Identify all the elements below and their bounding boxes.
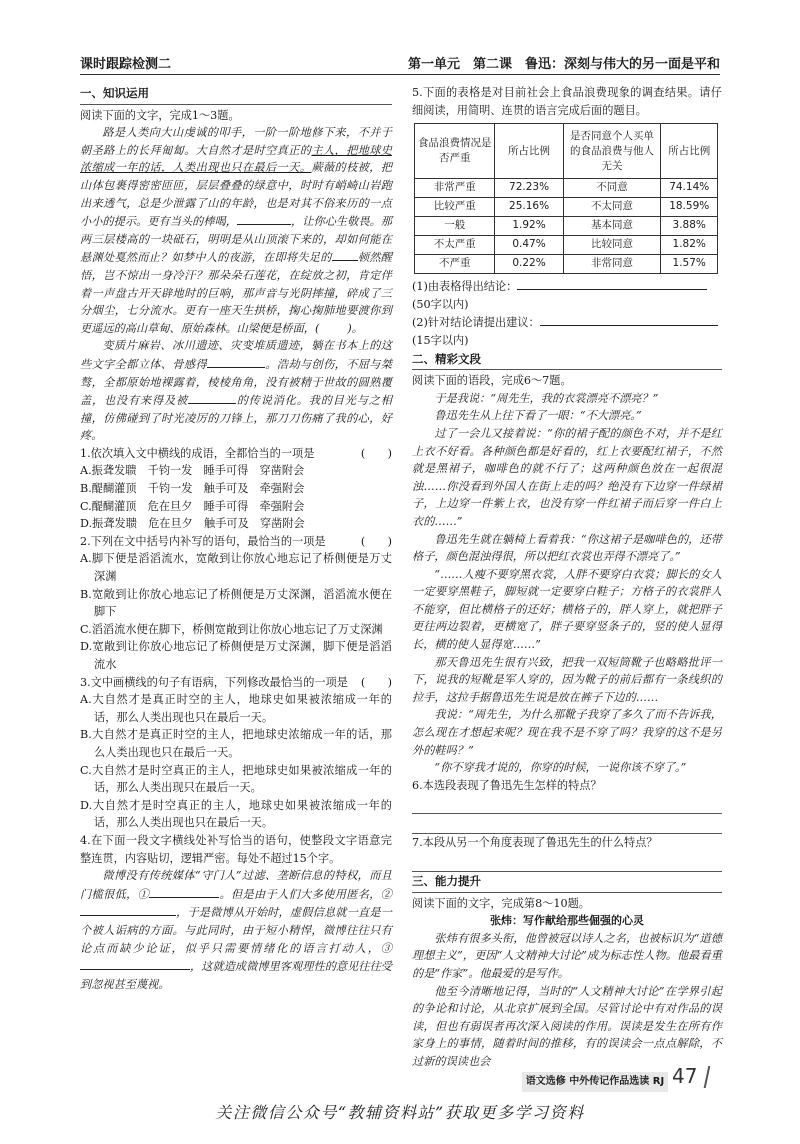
- p1-text-d: 顿然醒悟，岂不惊出一身冷汗？那朵朵石莲花，在绽放之初，肯定伴着一声盘古开天辟地时的巨响，那声音与光阴摔撞，碎成了三分烟尘，七分流水。更有一座天生拱桥，掬心掬肺地要渡你到更遥远的高山草甸、原始森林。山梁便是桥面，(: [80, 251, 392, 335]
- q3-stem: 3.文中画横线的句子有语病，下列修改最恰当的一项是: [80, 675, 348, 689]
- blank-2: [332, 248, 358, 261]
- excerpt-paragraph: 鲁迅先生就在躺椅上看着我：“你这裙子是咖啡色的，还带格子，颜色混浊得很，所以把红衣裳也弄得不漂亮了。”: [412, 532, 722, 564]
- passage-paragraph-1: [80, 124, 392, 337]
- article-title: 张炜：写作献给那些倔强的心灵: [490, 914, 644, 928]
- q2-option-a: A.脚下便是滔滔流水，宽敞到让你放心地忘记了桥侧便是万丈深渊: [80, 552, 392, 584]
- q1-option-c: C.醍醐灌顶 危在旦夕 睡手可得 牵强附会: [80, 499, 305, 513]
- q1-option-b: B.醍醐灌顶 千钧一发 触手可及 牵强附会: [80, 482, 305, 496]
- q5-sub-2-note: (15字以内): [412, 333, 469, 347]
- table-cell: 非常同意: [563, 255, 661, 274]
- q3-answer-paren[interactable]: ( ): [360, 675, 392, 689]
- q5-sub-1-note: (50字以内): [412, 297, 469, 311]
- table-cell: 不严重: [415, 255, 495, 274]
- excerpt-paragraph: 鲁迅先生从上往下看了一眼：“不大漂亮。”: [434, 409, 642, 423]
- excerpt-paragraph: 那天鲁迅先生很有兴致，把我一双短筒靴子也略略批评一下，说我的短靴是军人穿的，因为靴子的前后都有一条线织的拉手，这拉手据鲁迅先生说是放在裤子下边的……: [412, 655, 722, 704]
- article-paragraph: 他至今清晰地记得，当时的“人文精神大讨论”在学界引起的争论和讨论，从北京扩展到全国。尽管讨论中有对作品的误读，但也有弱误者再次深入阅读的作用。误读是发生在所有作家身上的事情，随着时间的推移，有的误读会一点点解除，不过新的误读也会: [412, 984, 722, 1068]
- q4-text-4: ，这就造成微博里客观理性的意见往往受到忽视甚至蔑视。: [80, 960, 392, 991]
- header-right-title: 第一单元 第二课 鲁迅：深刻与伟大的另一面是平和: [407, 57, 720, 72]
- q4-passage: [80, 867, 392, 993]
- p1-text-a: 路是人类向大山虔诚的叩手，一阶一阶地修下来，不并于朝圣路上的长拜匍匐。大自然才是时空真正的: [80, 126, 392, 157]
- section-1-title: 一、知识运用: [80, 85, 392, 105]
- table-header-row: [415, 124, 718, 179]
- excerpt-paragraph: “你不穿我才说的，你穿的时候，一说你该不穿了。”: [434, 761, 687, 775]
- table-cell: 1.92%: [495, 217, 563, 236]
- q4-text-2: 。但是由于人们大多使用匿名，②: [219, 887, 392, 901]
- q3-option-b: B.大自然才是真正时空的主人，把地球史浓缩成一年的话，那么人类出现也只在最后一天。: [80, 728, 392, 759]
- section-2-intro: 阅读下面的语段，完成6～7题。: [412, 374, 572, 388]
- table-cell: 25.16%: [495, 198, 563, 217]
- blank-3: [207, 355, 265, 368]
- th-ratio-2: 所占比例: [661, 124, 718, 179]
- table-cell: 比较严重: [415, 198, 495, 217]
- q2-option-b: B.宽敞到让你放心地忘记了桥侧便是万丈深渊，滔滔流水便在脚下: [80, 587, 392, 619]
- table-cell: 一般: [415, 217, 495, 236]
- q1-stem: 1.依次填入文中横线的成语，全都恰当的一项是: [80, 446, 315, 460]
- table-row: [415, 198, 718, 217]
- th-waste-level: 食品浪费情况是否严重: [415, 124, 495, 179]
- bottom-promo-text: 关注微信公众号“教辅资料站”获取更多学习资料: [215, 1103, 585, 1122]
- table-cell: 比较同意: [563, 236, 661, 255]
- excerpt-paragraph: 我说：“周先生，为什么那靴子我穿了多久了而不告诉我，怎么现在才想起来呢？现在我不是不穿了吗？我穿的这不是另外的鞋吗？”: [412, 708, 722, 757]
- th-ratio-1: 所占比例: [495, 124, 563, 179]
- question-6: 6.本选段表现了鲁迅先生怎样的特点？: [412, 778, 602, 792]
- left-column: [80, 84, 392, 993]
- table-row: [415, 217, 718, 236]
- table-cell: 18.59%: [661, 198, 718, 217]
- question-7: 7.本段从另一个角度表现了鲁迅先生的什么特点？: [412, 836, 658, 850]
- table-cell: 不同意: [563, 179, 661, 198]
- book-title-badge: 语文选修 中外传记作品选读 RJ: [522, 1072, 668, 1092]
- q1-option-a: A.振聋发聩 千钧一发 睡手可得 穿凿附会: [80, 464, 305, 478]
- p1-text-e: )。: [347, 321, 363, 335]
- q7-answer-line[interactable]: [412, 854, 722, 872]
- blank-1: [237, 212, 291, 225]
- q3-option-d: D.大自然才是时空真正的主人，地球史如果被浓缩成一年的话，那么人类出现也只在最后一天。: [80, 798, 392, 830]
- table-cell: 1.82%: [661, 236, 718, 255]
- article-paragraph: 张炜有很多头衔，他曾被冠以诗人之名，也被标识为“道德理想主义”，更因“人文精神大讨论”成为标志性人物。他最看重的是“作家”。他最爱的是写作。: [412, 931, 722, 980]
- q2-option-d: D.宽敞到让你放心地忘记了桥侧便是万丈深渊，脚下便是滔滔流水: [80, 640, 392, 671]
- p2-text-a: 变质片麻岩、冰川遗迹、灾变堆质遗迹，躺在书本上的这些文字全都立体、骨感得: [80, 339, 392, 371]
- q5-sub-1-blank[interactable]: [517, 277, 707, 290]
- q4-text-1: 微博没有传统媒体“守门人”过滤、垄断信息的特权，而且门槛很低，①: [80, 869, 392, 901]
- underlined-sentence: 主人，把地球史浓缩成一年的话，人类出现也只在最后一天。: [80, 143, 392, 175]
- question-5: 5.下面的表格是对目前社会上食品浪费现象的调查结果。请仔细阅读，用简明、连贯的语言完成后面的题目。: [412, 86, 722, 117]
- p2-text-b: 。浩劫与创伤，不屈与桀骜，全都原始地裸露着，棱棱角角，没有被精于世故的圆熟覆盖，也没有来得及被: [80, 357, 392, 408]
- th-agree-level: 是否同意个人买单的食品浪费与他人无关: [563, 124, 661, 179]
- q3-option-c: C.大自然才是时空真正的主人，把地球史如果被浓缩成一年的话，那么人类出现只在最后一天。: [80, 763, 392, 795]
- q4-text-3: ，于是微博从开始时，虚假信息就一直是一个被人诟病的方面。与此同时，由于短小精悍，微博往往只有论点而缺少论证，似乎只需要情绪化的语言打动人，③: [80, 906, 392, 955]
- p2-text-c: 的传说消化。我的目光与之相撞，仿佛碰到了时光凌厉的刀锋上，那刀刀伤痛了我的心，好疼。: [80, 394, 392, 443]
- q4-blank-2[interactable]: [80, 903, 176, 916]
- page-number: 47: [672, 1064, 698, 1088]
- blank-4: [188, 391, 236, 404]
- q5-sub-1-label: (1)由表格得出结论：: [412, 280, 518, 294]
- question-4: 4.在下面一段文字横线处补写恰当的语句，使整段文字语意完整连贯，内容贴切，逻辑严密。每处不超过15个字。: [80, 833, 392, 865]
- q5-sub-2-label: (2)针对结论请提出建议：: [412, 316, 540, 330]
- q1-answer-paren[interactable]: ( ): [360, 446, 392, 460]
- q2-answer-paren[interactable]: ( ): [360, 534, 392, 548]
- section-3-title: 三、能力提升: [412, 873, 722, 893]
- q2-stem: 2.下列在文中括号内补写的语句，最恰当的一项是: [80, 534, 326, 548]
- paren-gap: [319, 320, 347, 332]
- table-cell: 非常严重: [415, 179, 495, 198]
- header-left-title: 课时跟踪检测二: [80, 57, 172, 72]
- page-header: [80, 50, 720, 75]
- table-cell: 不太同意: [563, 198, 661, 217]
- excerpt-paragraph: 于是我说：“周先生，我的衣裳漂亮不漂亮？”: [434, 391, 659, 405]
- table-cell: 0.47%: [495, 236, 563, 255]
- p1-text-c: ，让你心生敬畏。那两三层楼高的一块砥石，明明是从山顶滚下来的，却如何能在悬渊处戛然而止？如梦中人的夜游，在即将失足的: [80, 215, 392, 265]
- section-3-intro: 阅读下面的文字，完成第8～10题。: [412, 896, 590, 910]
- q5-sub-1: [412, 277, 722, 296]
- question-2: [80, 533, 392, 551]
- q3-option-a: A.大自然才是真正时空的主人，地球史如果被浓缩成一年的话，那么人类出现也只在最后一天。: [80, 693, 392, 724]
- table-cell: 0.22%: [495, 255, 563, 274]
- q4-blank-1[interactable]: [149, 885, 219, 898]
- question-3: [80, 674, 392, 692]
- q5-sub-2: [412, 313, 722, 332]
- question-1: [80, 445, 392, 463]
- excerpt-paragraph: 过了一会儿又接着说：“你的裙子配的颜色不对，并不是红上衣不好看。各种颜色都是好看的，红上衣要配红裙子，不然就是黑裙子，咖啡色的就不行了；这两种颜色放在一起很混浊……你没看到外国人在街上走的吗？绝没有下边穿一件绿裙子，上边穿一件紫上衣，也没有穿一件红裙子而后穿一件白上衣的……”: [412, 426, 722, 528]
- table-row: [415, 255, 718, 274]
- excerpt-paragraph: “……人瘦不要穿黑衣裳，人胖不要穿白衣裳；脚长的女人一定要穿黑鞋子，脚短就一定要穿白鞋子；方格子的衣裳胖人不能穿，但比横格子的还好；横格子的，胖人穿上，就把胖子更往两边裂着，更横宽了，胖子要穿竖条子的，竖的使人显得长，横的使人显得宽……”: [412, 567, 722, 652]
- section-1-intro: 阅读下面的文字，完成1～3题。: [80, 108, 240, 122]
- q5-sub-2-blank[interactable]: [540, 313, 718, 326]
- table-cell: 基本同意: [563, 217, 661, 236]
- table-cell: 72.23%: [495, 179, 563, 198]
- section-2-title: 二、精彩文段: [412, 351, 722, 371]
- q6-answer-line[interactable]: [412, 816, 722, 834]
- table-cell: 74.14%: [661, 179, 718, 198]
- p1-text-b: 蕨薇的枝被，把山体包裹得密密匝匝，层层叠叠的绿意中，时时有峭崎山岩跑出来透气，总是少泄露了山的年龄，也是对其不俗来历的一点小小的提示。更有当头的棒喝，: [80, 161, 392, 229]
- q2-option-c: C.滔滔流水便在脚下，桥侧宽敞到让你放心地忘记了万丈深渊: [80, 622, 383, 636]
- table-cell: 1.57%: [661, 255, 718, 274]
- table-row: [415, 236, 718, 255]
- passage-paragraph-2: [80, 337, 392, 445]
- q1-option-d: D.振聋发聩 危在旦夕 触手可及 穿凿附会: [80, 517, 305, 531]
- table-cell: 3.88%: [661, 217, 718, 236]
- table-cell: 不太严重: [415, 236, 495, 255]
- right-column: [412, 84, 722, 1071]
- q6-answer-line[interactable]: [412, 796, 722, 814]
- q4-blank-3[interactable]: [80, 957, 190, 970]
- table-row: [415, 179, 718, 198]
- survey-table: [414, 123, 718, 274]
